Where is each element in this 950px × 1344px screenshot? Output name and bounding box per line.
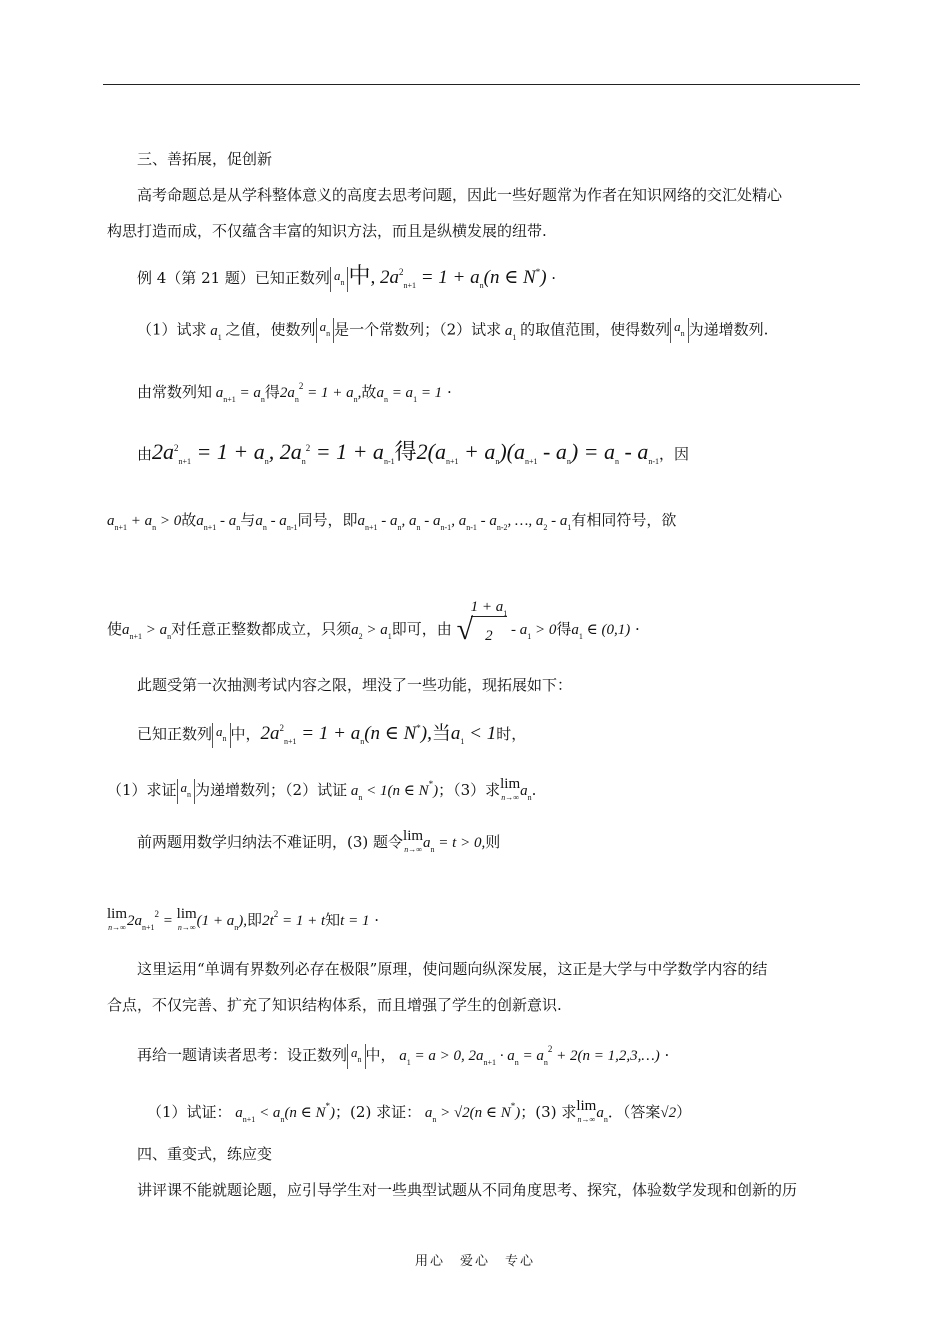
example-4-statement: 例 4（第 21 题）已知正数列 $a_n$ 中, $2a^2_{n+1} = 1 + a_n(n$ ∈ N*) · [137,264,557,290]
extension-statement: 已知正数列 $a_n$ 中，$2a^2_{n+1} = 1 + a_n(n$ ∈ N*),当$a_1 < 1$时， [137,722,527,746]
extension-proof: 前两题用数学归纳法不难证明，(3) 题令lim n→∞ $a_n = t > 0$,则 [137,828,501,854]
solution-constant: 由常数列知 $a_{n+1} = a_n$得$2a_n^2 = 1 + a_n$,故$a_n = a_1 = 1$ · [137,381,452,404]
sequence-bracket: $a_n$ [330,267,349,292]
example-4-questions: （1）试求 $a_1$ 之值，使数列 $a_n$ 是一个常数列；（2）试求 $a_1$ 的取值范围，使得数列 $a_n$ 为递增数列. [137,319,769,342]
solution-condition: 使$a_{n+1} > a_n$对任意正整数都成立，只须$a_2 > a_1$即可，由 √ $1 + a_1$ $2 - a_1 > 0$得$a_1$ ∈ (0,1) · [107,599,640,646]
solution-sign: $a_{n+1} + a_n > 0$故$a_{n+1} - a_n$与$a_n - a_{n-1}$同号，即$a_{n+1} - a_n$, $a_n - a_{n-1}$, $a_{n-1} - a_{n-2}$, …, $a_2 - a_1$有相同符号，欲 [107,511,677,532]
paragraph-2-line-1: 这里运用“单调有界数列必存在极限”原理，使问题向纵深发展，这正是大学与中学数学内容的结 [137,960,768,978]
example-4-label: 例 4（第 21 题）已知正数列 [137,269,330,287]
extension-limit-equation: lim n→∞ $2a_{n+1}^2 = \lim$ n→∞ $(1 + a_n)$,即$2t^2 = 1 + t$知t = 1 · [107,906,380,932]
paragraph-2-line-2: 合点，不仅完善、扩充了知识结构体系，而且增强了学生的创新意识. [107,996,562,1014]
paragraph-1-line-1: 高考命题总是从学科整体意义的高度去思考问题，因此一些好题常为作者在知识网络的交汇处精心 [137,186,783,204]
extension-questions: （1）求证 $a_n$ 为递增数列；（2）试证 $a_n < 1(n$ ∈ N*)；（3）求lim n→∞ $a_n$. [107,776,537,802]
paragraph-3: 讲评课不能就题论题，应引导学生对一些典型试题从不同角度思考、探究，体验数学发现和创新的历 [137,1181,798,1199]
header-rule [103,84,860,85]
section-heading-3: 三、善拓展，促创新 [137,150,273,168]
reader-exercise: 再给一题请读者思考：设正数列 $a_n$ 中， $a_1 = a > 0$, $2a_{n+1} \cdot a_n = a_n^2 + 2(n$ = 1,2,3,…) · [137,1044,670,1067]
solution-recurrence: 由$2a^2_{n+1} = 1 + a_n$, $2a_n^2 = 1 + a_{n-1}$得$2(a_{n+1} + a_n)(a_{n+1} - a_n) = a_n - a_{n-1}$，因 [137,439,690,466]
page-footer: 用心 爱心 专心 [414,1254,535,1269]
paragraph-1-line-2: 构思打造而成，不仅蕴含丰富的知识方法，而且是纵横发展的纽带. [107,222,547,240]
section-heading-4: 四、重变式，练应变 [137,1145,273,1163]
paragraph-limit: 此题受第一次抽测考试内容之限，埋没了一些功能，现拓展如下： [137,676,573,694]
sqrt-expression: √ $1 + a_1$ 2 [456,599,508,646]
reader-exercise-questions: （1）试证： $a_{n+1} < a_n(n$ ∈ N*)；(2) 求证： $a_n > √2(n$ ∈ N*)；(3) 求lim n→∞ $a_n$．（答案√2） [147,1098,692,1124]
